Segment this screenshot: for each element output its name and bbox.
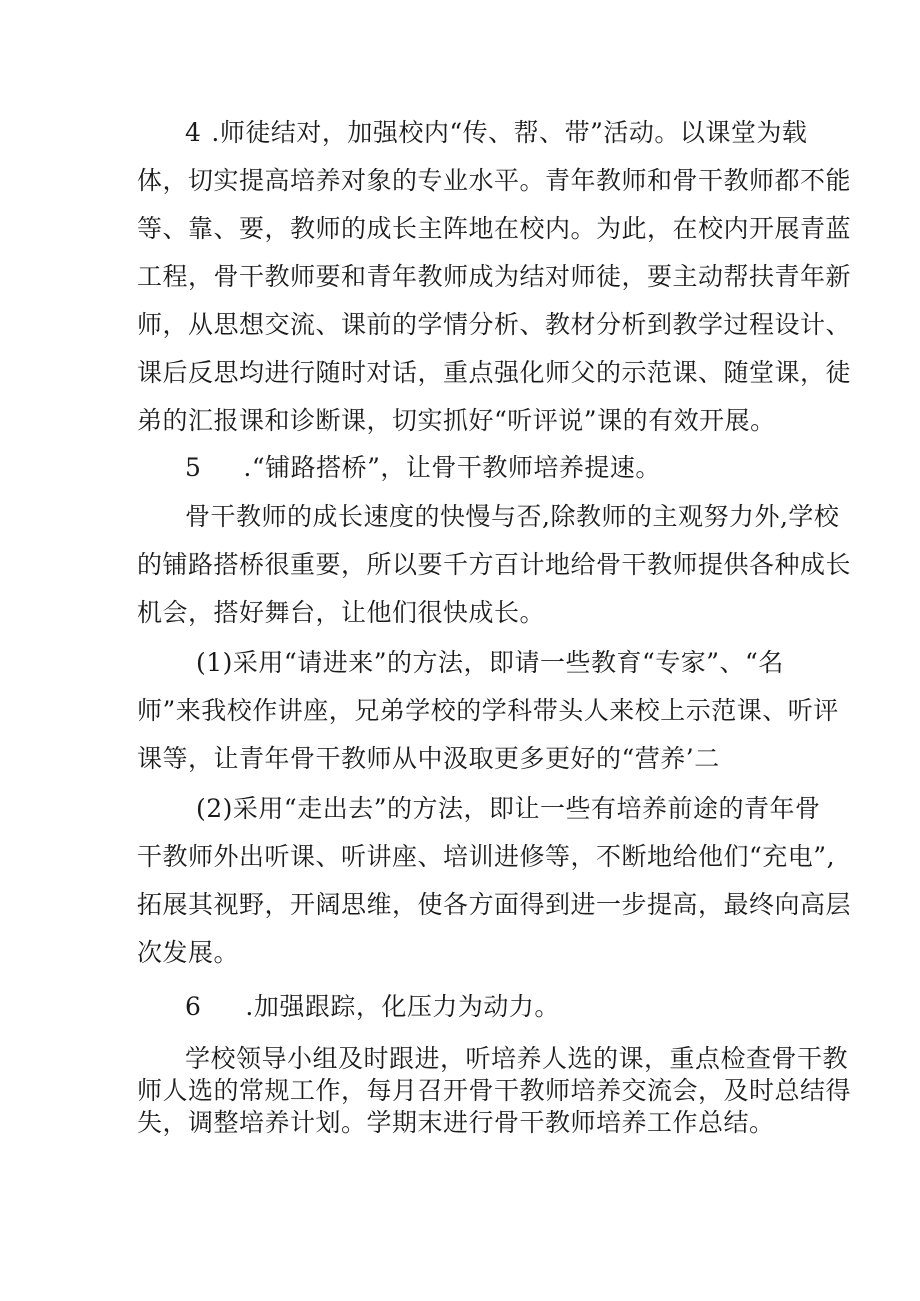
section-4-line-1: .师徒结对，加强校内“传、帮、带”活动。以课堂为载 <box>211 118 808 147</box>
section-4-line-4: 工程，骨干教师要和青年教师成为结对师徒，要主动帮扶青年新 <box>137 262 852 291</box>
section-5-intro-line-3: 机会，搭好舞台，让他们很快成长。 <box>137 598 546 627</box>
section-4-first-line <box>185 118 920 148</box>
section-5-number: 5 <box>185 453 202 482</box>
item-2-line-1: (2)采用“走出去”的方法，即让一些有培养前途的青年骨 <box>196 794 821 823</box>
section-4-line-5: 师，从思想交流、课前的学情分析、教材分析到教学过程设计、 <box>137 310 852 339</box>
section-4-line-2: 体，切实提高培养对象的专业水平。青年教师和骨干教师都不能 <box>137 166 852 195</box>
item-2-line-4: 次发展。 <box>137 938 240 967</box>
section-6-number: 6 <box>185 992 202 1021</box>
section-6-line-3: 失，调整培养计划。学期末进行骨干教师培养工作总结。 <box>137 1108 775 1137</box>
section-4-line-7: 弟的汇报课和诊断课，切实抓好“听评说”课的有效开展。 <box>137 406 776 435</box>
item-1-line-1: (1)采用“请进来”的方法，即请一些教育“专家”、“名 <box>196 648 784 677</box>
section-4-number: 4 <box>185 118 202 147</box>
section-5-title: .“铺路搭桥”，让骨干教师培养提速。 <box>243 453 661 482</box>
section-5-heading <box>185 453 920 483</box>
item-2-line-3: 拓展其视野，开阔思维，使各方面得到进一步提高，最终向高层 <box>137 890 852 919</box>
section-4-line-6: 课后反思均进行随时对话，重点强化师父的示范课、随堂课，徒 <box>137 358 852 387</box>
item-1-line-2: 师”来我校作讲座，兄弟学校的学科带头人来校上示范课、听评 <box>137 696 839 725</box>
section-6-line-2: 师人选的常规工作，每月召开骨干教师培养交流会，及时总结得 <box>137 1076 852 1105</box>
section-4-line-3: 等、靠、要，教师的成长主阵地在校内。为此，在校内开展青蓝 <box>137 214 852 243</box>
section-6-heading <box>185 992 920 1022</box>
section-5-intro-line-1: 骨干教师的成长速度的快慢与否,除教师的主观努力外,学校 <box>185 502 840 531</box>
section-5-intro-line-2: 的铺路搭桥很重要，所以要千方百计地给骨干教师提供各种成长 <box>137 550 852 579</box>
section-6-title: .加强跟踪，化压力为动力。 <box>245 992 560 1021</box>
item-1-line-3: 课等，让青年骨干教师从中汲取更多更好的“营养’二 <box>137 744 720 773</box>
section-6-line-1: 学校领导小组及时跟进，听培养人选的课，重点检查骨干教 <box>185 1044 849 1073</box>
item-2-line-2: 干教师外出听课、听讲座、培训进修等，不断地给他们“充电”, <box>137 842 836 871</box>
